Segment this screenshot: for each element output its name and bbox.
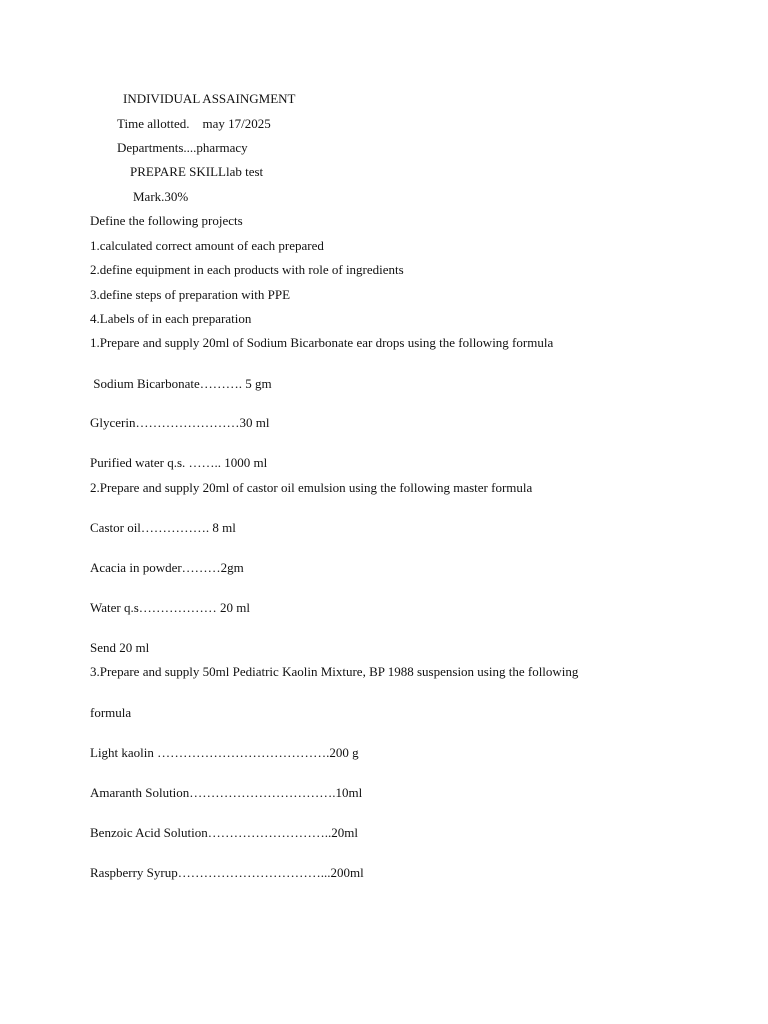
task1-ingredient: Purified water q.s. …….. 1000 ml xyxy=(90,455,268,470)
task1-ingredient: Sodium Bicarbonate………. 5 gm xyxy=(90,376,272,391)
task1-heading: 1.Prepare and supply 20ml of Sodium Bicarbonate ear drops using the following formula xyxy=(90,335,554,350)
task3-ingredient: Amaranth Solution…………………………….10ml xyxy=(90,785,363,800)
task2-heading: 2.Prepare and supply 20ml of castor oil emulsion using the following master formula xyxy=(90,480,533,495)
instructions-intro: Define the following projects xyxy=(90,213,243,228)
subtitle: PREPARE SKILLlab test xyxy=(130,164,264,179)
task3-heading-cont: formula xyxy=(90,705,132,720)
task3-heading: 3.Prepare and supply 50ml Pediatric Kaolin Mixture, BP 1988 suspension using the following xyxy=(90,664,579,679)
mark: Mark.30% xyxy=(133,189,189,204)
department: Departments....pharmacy xyxy=(117,140,248,155)
instruction-item: 2.define equipment in each products with role of ingredients xyxy=(90,262,404,277)
task1-ingredient: Glycerin……………………30 ml xyxy=(90,415,270,430)
task3-ingredient: Benzoic Acid Solution………………………..20ml xyxy=(90,825,358,840)
task3-ingredient: Raspberry Syrup……………………………...200ml xyxy=(90,865,364,880)
task2-ingredient: Water q.s……………… 20 ml xyxy=(90,600,250,615)
task2-ingredient: Castor oil……………. 8 ml xyxy=(90,520,236,535)
task2-send-note: Send 20 ml xyxy=(90,640,150,655)
document-title: INDIVIDUAL ASSAINGMENT xyxy=(123,91,296,106)
instruction-item: 4.Labels of in each preparation xyxy=(90,311,252,326)
instruction-item: 1.calculated correct amount of each prepared xyxy=(90,238,324,253)
time-allotted: Time allotted. may 17/2025 xyxy=(117,116,271,131)
task3-ingredient: Light kaolin ………………………………….200 g xyxy=(90,745,359,760)
instruction-item: 3.define steps of preparation with PPE xyxy=(90,287,291,302)
task2-ingredient: Acacia in powder………2gm xyxy=(90,560,244,575)
